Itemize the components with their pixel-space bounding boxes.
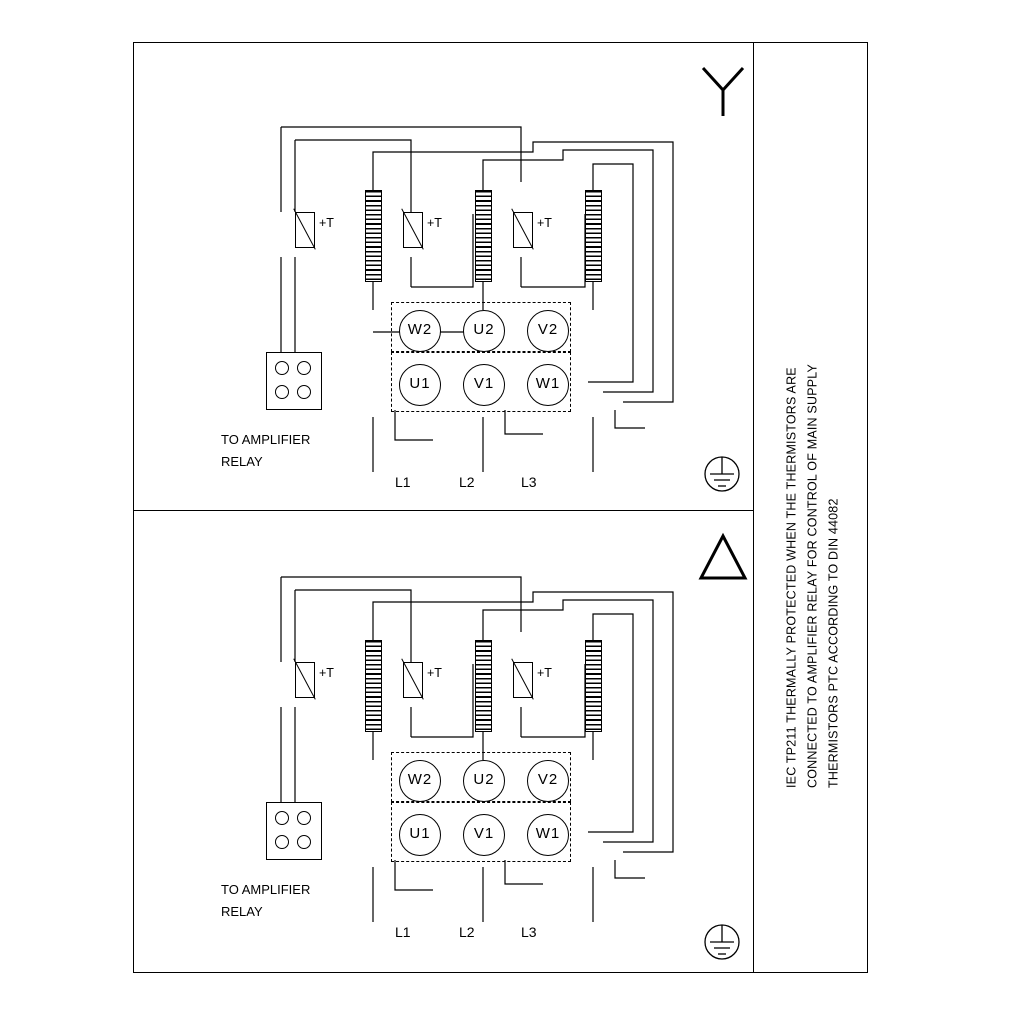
- connector-terminal-3[interactable]: [275, 835, 289, 849]
- connector-terminal-4[interactable]: [297, 385, 311, 399]
- amplifier-relay-connector[interactable]: [266, 802, 322, 860]
- amplifier-relay-connector[interactable]: [266, 352, 322, 410]
- winding-coil-3: [585, 190, 602, 282]
- connector-terminal-1[interactable]: [275, 361, 289, 375]
- phase-label-l2: L2: [459, 474, 475, 490]
- terminal-v1[interactable]: V1: [463, 364, 505, 406]
- terminal-w1[interactable]: W1: [527, 814, 569, 856]
- connector-caption-line-2: RELAY: [221, 454, 263, 469]
- terminal-w2[interactable]: W2: [399, 310, 441, 352]
- winding-coil-3: [585, 640, 602, 732]
- winding-coil-2: [475, 640, 492, 732]
- connector-caption-line-2: RELAY: [221, 904, 263, 919]
- note-line-2: CONNECTED TO AMPLIFIER RELAY FOR CONTROL OF MAIN SUPPLY: [805, 363, 820, 788]
- thermistor-2-label: +T: [427, 666, 442, 680]
- terminal-v1[interactable]: V1: [463, 814, 505, 856]
- thermistor-2-label: +T: [427, 216, 442, 230]
- terminal-u1[interactable]: U1: [399, 364, 441, 406]
- note-line-3: THERMISTORS PTC ACCORDING TO DIN 44082: [826, 497, 841, 788]
- thermistor-1-label: +T: [319, 216, 334, 230]
- note-line-1: IEC TP211 THERMALLY PROTECTED WHEN THE THERMISTORS ARE: [784, 366, 799, 788]
- thermistor-1-label: +T: [319, 666, 334, 680]
- terminal-w1[interactable]: W1: [527, 364, 569, 406]
- thermistor-3-label: +T: [537, 216, 552, 230]
- phase-label-l1: L1: [395, 474, 411, 490]
- terminal-v2[interactable]: V2: [527, 310, 569, 352]
- connector-terminal-1[interactable]: [275, 811, 289, 825]
- terminal-w2[interactable]: W2: [399, 760, 441, 802]
- connector-terminal-3[interactable]: [275, 385, 289, 399]
- phase-label-l2: L2: [459, 924, 475, 940]
- connector-caption-line-1: TO AMPLIFIER: [221, 882, 311, 897]
- panel-star-connection: [133, 42, 753, 510]
- connector-terminal-4[interactable]: [297, 835, 311, 849]
- terminal-u2[interactable]: U2: [463, 760, 505, 802]
- terminal-u2[interactable]: U2: [463, 310, 505, 352]
- winding-coil-1: [365, 190, 382, 282]
- winding-coil-1: [365, 640, 382, 732]
- connector-caption-line-1: TO AMPLIFIER: [221, 432, 311, 447]
- panel-delta-connection: [133, 510, 753, 978]
- frame-vertical-divider: [753, 42, 754, 973]
- phase-label-l3: L3: [521, 924, 537, 940]
- phase-label-l3: L3: [521, 474, 537, 490]
- notes-column: [758, 42, 868, 973]
- terminal-v2[interactable]: V2: [527, 760, 569, 802]
- thermistor-3-label: +T: [537, 666, 552, 680]
- winding-coil-2: [475, 190, 492, 282]
- terminal-u1[interactable]: U1: [399, 814, 441, 856]
- connector-terminal-2[interactable]: [297, 361, 311, 375]
- connector-terminal-2[interactable]: [297, 811, 311, 825]
- phase-label-l1: L1: [395, 924, 411, 940]
